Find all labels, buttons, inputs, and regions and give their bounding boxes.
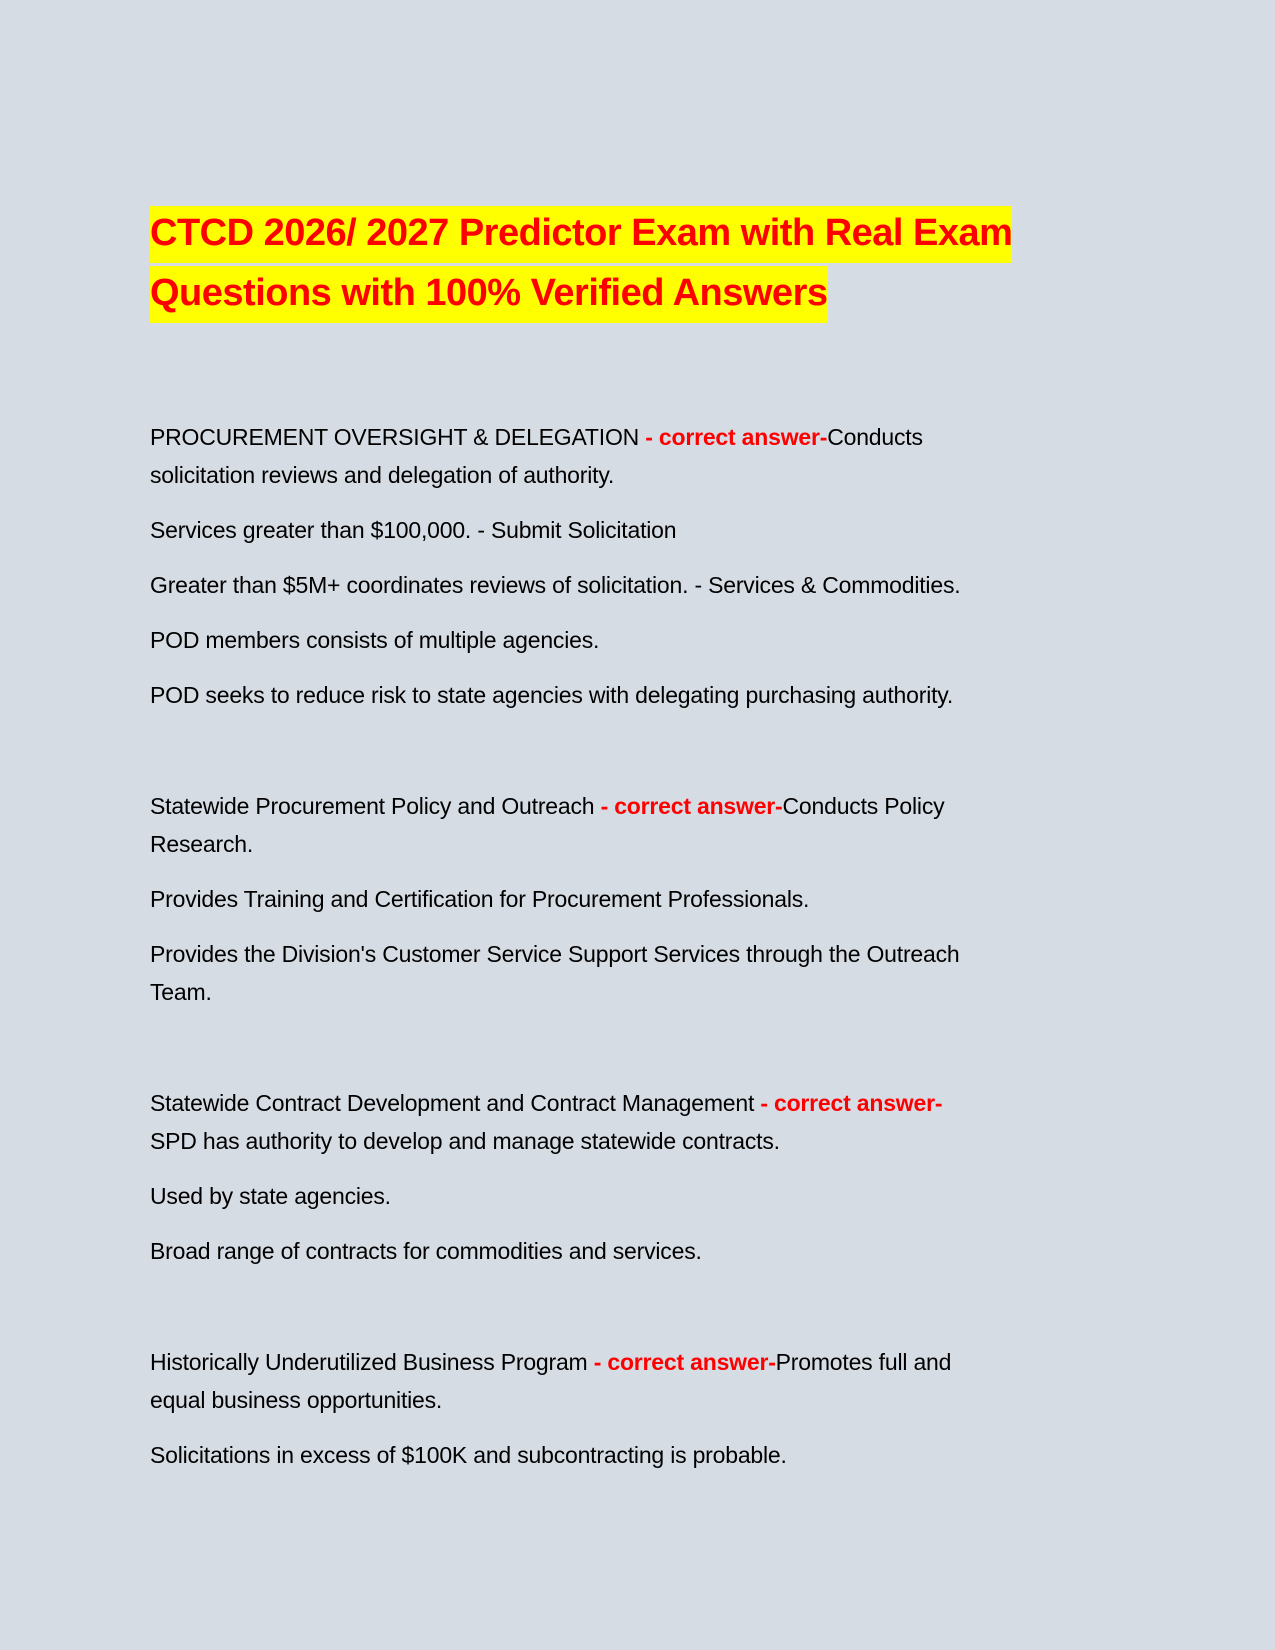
term: Historically Underutilized Business Program: [150, 1349, 594, 1375]
note: POD seeks to reduce risk to state agencies with delegating purchasing authority.: [150, 682, 954, 708]
term: Statewide Contract Development and Contract Management: [150, 1090, 761, 1116]
answer-continuation: equal business opportunities.: [150, 1387, 443, 1413]
correct-answer-label: - correct answer-: [600, 793, 783, 819]
note: Services greater than $100,000. - Submit Solicitation: [150, 517, 677, 543]
term: Statewide Procurement Policy and Outreach: [150, 793, 601, 819]
qa-term-line: [150, 1349, 951, 1376]
note: Solicitations in excess of $100K and subcontracting is probable.: [150, 1442, 787, 1468]
qa-term-line: [150, 1090, 942, 1117]
document-title-line1: CTCD 2026/ 2027 Predictor Exam with Real Exam: [150, 206, 1012, 263]
answer: Promotes full and: [775, 1349, 952, 1375]
qa-term-line: [150, 793, 944, 820]
note: Provides Training and Certification for Procurement Professionals.: [150, 886, 810, 912]
document-title-line2: Questions with 100% Verified Answers: [150, 266, 828, 323]
note: Team.: [150, 979, 212, 1005]
note: Used by state agencies.: [150, 1183, 391, 1209]
note: Greater than $5M+ coordinates reviews of solicitation. - Services & Commodities.: [150, 572, 961, 598]
note: Provides the Division's Customer Service Support Services through the Outreach: [150, 941, 960, 967]
correct-answer-label: - correct answer-: [593, 1349, 776, 1375]
note: POD members consists of multiple agencies.: [150, 627, 600, 653]
correct-answer-label: - correct answer-: [645, 424, 828, 450]
correct-answer-label: - correct answer-: [760, 1090, 943, 1116]
term: PROCUREMENT OVERSIGHT & DELEGATION: [150, 424, 646, 450]
answer: Conducts Policy: [782, 793, 945, 819]
answer: Conducts: [827, 424, 923, 450]
answer-continuation: Research.: [150, 831, 254, 857]
qa-term-line: [150, 424, 923, 451]
note: Broad range of contracts for commodities and services.: [150, 1238, 702, 1264]
answer-continuation: solicitation reviews and delegation of authority.: [150, 462, 615, 488]
answer-continuation: SPD has authority to develop and manage statewide contracts.: [150, 1128, 780, 1154]
